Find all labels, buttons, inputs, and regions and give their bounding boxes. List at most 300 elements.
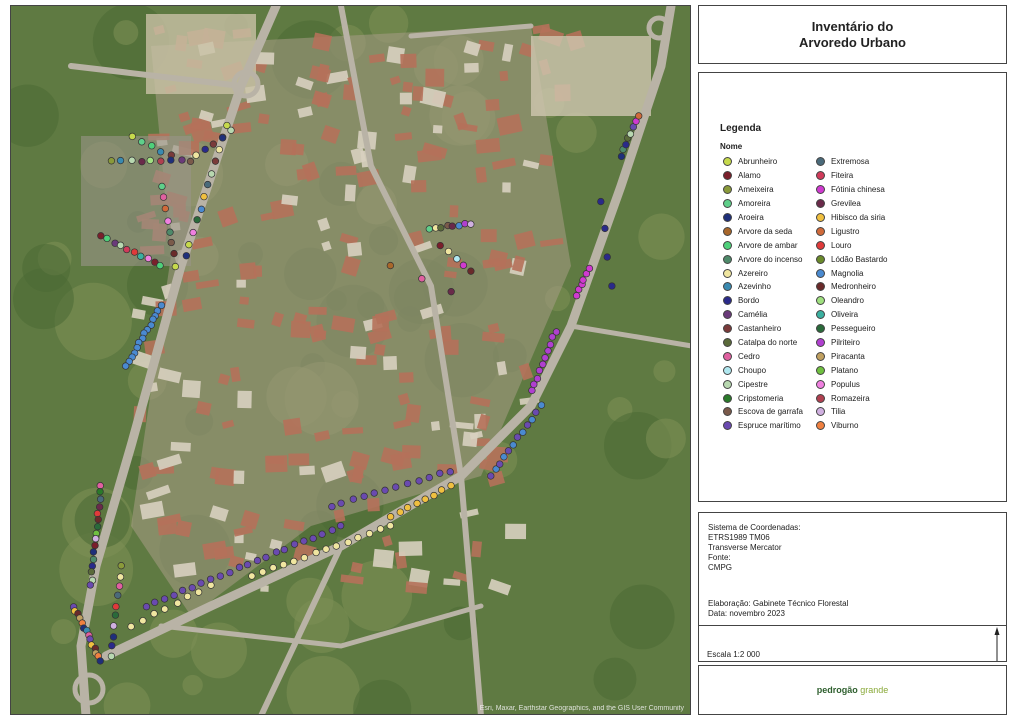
legend-item bbox=[816, 183, 888, 197]
legend-item bbox=[723, 211, 803, 225]
tree-marker bbox=[270, 564, 277, 571]
tree-marker bbox=[160, 194, 167, 201]
tree-marker bbox=[137, 253, 144, 260]
tree-marker bbox=[291, 558, 298, 565]
tree-marker bbox=[377, 526, 384, 533]
building-roof bbox=[281, 194, 298, 205]
tree-marker bbox=[609, 283, 616, 290]
tree-marker bbox=[337, 522, 344, 529]
tree-marker bbox=[167, 229, 174, 236]
building-roof bbox=[233, 471, 244, 485]
building-roof bbox=[280, 139, 297, 155]
tree-marker bbox=[280, 561, 287, 568]
tree-marker bbox=[208, 171, 215, 178]
tree-marker bbox=[108, 157, 115, 164]
legend-item bbox=[723, 308, 803, 322]
map-attribution: Esri, Maxar, Earthstar Geographics, and the GIS User Community bbox=[479, 705, 684, 712]
tree-marker bbox=[310, 535, 317, 542]
building-roof bbox=[367, 498, 380, 512]
projection: Transverse Mercator bbox=[708, 543, 782, 552]
legend-swatch-icon bbox=[723, 310, 732, 319]
tree-marker bbox=[419, 275, 426, 282]
vegetation-patch bbox=[646, 419, 686, 459]
tree-marker bbox=[313, 549, 320, 556]
tree-marker bbox=[202, 146, 209, 153]
legend-swatch-icon bbox=[723, 324, 732, 333]
tree-marker bbox=[110, 634, 117, 641]
legend-label: Pilriteiro bbox=[831, 338, 860, 348]
legend-item bbox=[723, 336, 803, 350]
legend-label: Cipestre bbox=[738, 379, 768, 389]
legend-swatch-icon bbox=[816, 171, 825, 180]
tree-marker bbox=[496, 461, 503, 468]
tree-marker bbox=[104, 235, 111, 242]
tree-marker bbox=[437, 242, 444, 249]
building-roof bbox=[505, 524, 526, 539]
legend-item bbox=[723, 349, 803, 363]
coord-system-label: Sistema de Coordenadas: bbox=[708, 523, 801, 532]
legend-title: Legenda bbox=[720, 123, 762, 134]
tree-marker bbox=[114, 592, 121, 599]
legend-swatch-icon bbox=[723, 282, 732, 291]
tree-marker bbox=[460, 262, 467, 269]
tree-marker bbox=[531, 381, 538, 388]
tree-marker bbox=[198, 580, 205, 587]
building-roof bbox=[342, 427, 363, 434]
tree-marker bbox=[487, 473, 494, 480]
legend-swatch-icon bbox=[816, 366, 825, 375]
map-canvas[interactable] bbox=[11, 6, 691, 715]
legend-label: Platano bbox=[831, 365, 859, 375]
legend-label: Oliveira bbox=[831, 310, 859, 320]
tree-marker bbox=[95, 516, 102, 523]
tree-marker bbox=[92, 542, 99, 549]
legend-item bbox=[816, 155, 888, 169]
legend-item bbox=[723, 280, 803, 294]
building-roof bbox=[450, 205, 459, 217]
legend-label: Camélia bbox=[738, 310, 768, 320]
tree-marker bbox=[329, 503, 336, 510]
legend-item bbox=[816, 377, 888, 391]
legend-item bbox=[723, 405, 803, 419]
legend-swatch-icon bbox=[723, 338, 732, 347]
building-roof bbox=[464, 63, 479, 73]
tree-marker bbox=[355, 534, 362, 541]
tree-marker bbox=[157, 148, 164, 155]
building-roof bbox=[383, 356, 397, 370]
legend-label: Escova de garrafa bbox=[738, 407, 803, 417]
tree-marker bbox=[151, 610, 158, 617]
legend-item bbox=[723, 363, 803, 377]
legend-item bbox=[816, 294, 888, 308]
legend-swatch-icon bbox=[723, 394, 732, 403]
legend-item bbox=[816, 308, 888, 322]
legend-swatch-icon bbox=[723, 421, 732, 430]
tree-marker bbox=[161, 606, 168, 613]
legend-swatch-icon bbox=[723, 269, 732, 278]
legend-label: Azevinho bbox=[738, 282, 771, 292]
legend-swatch-icon bbox=[723, 213, 732, 222]
tree-marker bbox=[259, 569, 266, 576]
north-arrow-icon bbox=[994, 627, 1000, 663]
legend-label: Choupo bbox=[738, 365, 767, 375]
tree-marker bbox=[189, 584, 196, 591]
tree-marker bbox=[510, 442, 517, 449]
building-roof bbox=[399, 541, 423, 556]
tree-marker bbox=[345, 539, 352, 546]
tree-marker bbox=[171, 592, 178, 599]
legend-swatch-icon bbox=[723, 227, 732, 236]
legend-label: Medronheiro bbox=[831, 282, 876, 292]
tree-marker bbox=[162, 205, 169, 212]
legend-swatch-icon bbox=[723, 199, 732, 208]
legend-swatch-icon bbox=[723, 241, 732, 250]
tree-marker bbox=[108, 653, 115, 660]
legend-label: Tilia bbox=[831, 407, 846, 417]
building-roof bbox=[288, 453, 309, 465]
tree-marker bbox=[117, 574, 124, 581]
legend-label: Ligustro bbox=[831, 226, 860, 236]
tree-marker bbox=[187, 158, 194, 165]
tree-marker bbox=[338, 500, 345, 507]
tree-marker bbox=[547, 341, 554, 348]
tree-marker bbox=[97, 496, 104, 503]
tree-marker bbox=[319, 531, 326, 538]
metadata-panel bbox=[698, 512, 1007, 662]
legend-item bbox=[816, 349, 888, 363]
tree-marker bbox=[90, 556, 97, 563]
tree-marker bbox=[190, 229, 197, 236]
tree-marker bbox=[533, 409, 540, 416]
tree-marker bbox=[138, 139, 145, 146]
building-roof bbox=[402, 445, 421, 458]
legend-swatch-icon bbox=[816, 269, 825, 278]
tree-marker bbox=[165, 218, 172, 225]
tree-marker bbox=[87, 582, 94, 589]
building-roof bbox=[254, 265, 262, 276]
legend-swatch-icon bbox=[816, 407, 825, 416]
legend-swatch-icon bbox=[723, 380, 732, 389]
building-roof bbox=[171, 442, 191, 452]
building-roof bbox=[502, 182, 510, 192]
legend-item bbox=[723, 183, 803, 197]
tree-marker bbox=[382, 487, 389, 494]
tree-marker bbox=[171, 250, 178, 257]
tree-marker bbox=[94, 510, 101, 517]
tree-marker bbox=[350, 496, 357, 503]
tree-marker bbox=[536, 367, 543, 374]
legend-label: Magnolia bbox=[831, 268, 864, 278]
tree-marker bbox=[635, 113, 642, 120]
tree-marker bbox=[140, 617, 147, 624]
tree-marker bbox=[329, 527, 336, 534]
tree-marker bbox=[404, 504, 411, 511]
tree-marker bbox=[172, 263, 179, 270]
tree-marker bbox=[150, 316, 157, 323]
legend-item bbox=[816, 280, 888, 294]
legend-swatch-icon bbox=[816, 338, 825, 347]
tree-marker bbox=[118, 562, 125, 569]
legend-swatch-icon bbox=[816, 227, 825, 236]
legend-item bbox=[816, 252, 888, 266]
tree-marker bbox=[501, 453, 508, 460]
tree-marker bbox=[117, 242, 124, 249]
tree-marker bbox=[97, 658, 104, 665]
legend-swatch-icon bbox=[816, 352, 825, 361]
tree-marker bbox=[524, 422, 531, 429]
legend-swatch-icon bbox=[816, 199, 825, 208]
building-roof bbox=[299, 466, 315, 476]
tree-marker bbox=[186, 241, 193, 248]
tree-marker bbox=[281, 546, 288, 553]
vegetation-patch bbox=[556, 112, 597, 153]
tree-marker bbox=[627, 131, 634, 138]
legend-item bbox=[723, 238, 803, 252]
building-roof bbox=[485, 99, 499, 111]
tree-marker bbox=[236, 564, 243, 571]
tree-marker bbox=[97, 488, 104, 495]
scale-text: Escala 1:2 000 bbox=[707, 650, 760, 659]
tree-marker bbox=[448, 482, 455, 489]
legend-label: Hibisco da siria bbox=[831, 213, 886, 222]
legend-item bbox=[816, 169, 888, 183]
tree-marker bbox=[580, 277, 587, 284]
tree-marker bbox=[96, 504, 103, 511]
legend-label: Viburno bbox=[831, 421, 859, 431]
building-roof bbox=[443, 578, 460, 585]
legend-item bbox=[723, 169, 803, 183]
tree-marker bbox=[598, 198, 605, 205]
legend-item bbox=[816, 211, 888, 225]
legend-item bbox=[816, 336, 888, 350]
legend-label: Azereiro bbox=[738, 268, 768, 278]
tree-marker bbox=[117, 157, 124, 164]
tree-marker bbox=[129, 157, 136, 164]
building-roof bbox=[475, 167, 487, 183]
tree-marker bbox=[301, 554, 308, 561]
legend-label: Oleandro bbox=[831, 296, 864, 306]
tree-marker bbox=[387, 522, 394, 529]
tree-marker bbox=[116, 583, 123, 590]
tree-marker bbox=[426, 226, 433, 233]
tree-marker bbox=[431, 492, 438, 499]
tree-marker bbox=[416, 478, 423, 485]
tree-marker bbox=[217, 573, 224, 580]
legend-item bbox=[723, 266, 803, 280]
tree-marker bbox=[438, 225, 445, 232]
tree-marker bbox=[195, 589, 202, 596]
legend-label: Catalpa do norte bbox=[738, 338, 798, 348]
building-roof bbox=[336, 166, 357, 176]
municipality-logo: pedrogão grande bbox=[816, 685, 889, 695]
tree-marker bbox=[505, 447, 512, 454]
legend-swatch-icon bbox=[816, 394, 825, 403]
tree-marker bbox=[148, 142, 155, 149]
tree-marker bbox=[438, 487, 445, 494]
building-roof bbox=[441, 326, 452, 342]
logo-panel bbox=[698, 665, 1007, 715]
tree-marker bbox=[110, 623, 117, 630]
legend-panel bbox=[698, 72, 1007, 502]
vegetation-patch bbox=[182, 675, 202, 695]
building-roof bbox=[471, 541, 482, 557]
legend-item bbox=[816, 405, 888, 419]
tree-marker bbox=[194, 216, 201, 223]
tree-marker bbox=[538, 402, 545, 409]
tree-marker bbox=[553, 329, 560, 336]
tree-marker bbox=[301, 538, 308, 545]
vegetation-patch bbox=[51, 619, 76, 644]
building-roof bbox=[462, 431, 478, 447]
building-roof bbox=[296, 168, 311, 180]
building-roof bbox=[236, 280, 245, 288]
tree-marker bbox=[224, 122, 231, 129]
building-roof bbox=[431, 421, 440, 431]
tree-marker bbox=[623, 141, 630, 148]
building-roof bbox=[399, 372, 414, 383]
tree-marker bbox=[545, 347, 552, 354]
tree-marker bbox=[113, 603, 120, 610]
tree-marker bbox=[468, 268, 475, 275]
map-frame[interactable] bbox=[10, 5, 691, 715]
legend-label: Grevilea bbox=[831, 199, 861, 209]
building-roof bbox=[182, 380, 201, 398]
title-panel bbox=[698, 5, 1007, 64]
tree-marker bbox=[227, 569, 234, 576]
legend-label: Amoreira bbox=[738, 199, 771, 209]
legend-label: Pessegueiro bbox=[831, 324, 876, 334]
tree-marker bbox=[88, 568, 95, 575]
tree-marker bbox=[404, 480, 411, 487]
tree-marker bbox=[158, 158, 165, 165]
source-label: Fonte: bbox=[708, 553, 731, 562]
building-roof bbox=[175, 520, 192, 537]
tree-marker bbox=[436, 470, 443, 477]
tree-marker bbox=[273, 549, 280, 556]
tree-marker bbox=[529, 387, 536, 394]
legend-column-1 bbox=[723, 155, 803, 433]
building-roof bbox=[400, 93, 412, 105]
legend-label: Castanheiro bbox=[738, 324, 782, 334]
vegetation-patch bbox=[610, 584, 675, 649]
legend-label: Abrunheiro bbox=[738, 157, 778, 167]
legend-label: Extremosa bbox=[831, 157, 870, 167]
tree-marker bbox=[534, 375, 541, 382]
building-roof bbox=[191, 118, 202, 130]
tree-marker bbox=[333, 543, 340, 550]
tree-marker bbox=[92, 535, 99, 542]
tree-marker bbox=[168, 157, 175, 164]
legend-item bbox=[723, 155, 803, 169]
legend-swatch-icon bbox=[723, 255, 732, 264]
building-roof bbox=[373, 549, 395, 569]
tree-marker bbox=[542, 354, 549, 361]
tree-marker bbox=[422, 496, 429, 503]
vegetation-patch bbox=[593, 658, 636, 701]
legend-label: Bordo bbox=[738, 296, 760, 306]
legend-label: Aroeira bbox=[738, 213, 764, 222]
tree-marker bbox=[212, 158, 219, 165]
building-roof bbox=[433, 125, 443, 133]
tree-marker bbox=[151, 599, 158, 606]
legend-label: Fótinia chinesa bbox=[831, 185, 885, 195]
tree-marker bbox=[392, 484, 399, 491]
tree-marker bbox=[263, 554, 270, 561]
building-roof bbox=[481, 229, 497, 242]
tree-marker bbox=[90, 549, 97, 556]
legend-item bbox=[723, 322, 803, 336]
tree-marker bbox=[112, 612, 119, 619]
tree-marker bbox=[414, 500, 421, 507]
building-roof bbox=[258, 113, 270, 124]
legend-swatch-icon bbox=[816, 157, 825, 166]
building-roof bbox=[374, 344, 386, 356]
building-roof bbox=[400, 54, 416, 69]
building-roof bbox=[402, 82, 412, 93]
legend-label: Romazeira bbox=[831, 393, 870, 403]
legend-column-2 bbox=[816, 155, 888, 433]
tree-marker bbox=[254, 557, 261, 564]
tree-marker bbox=[371, 490, 378, 497]
legend-swatch-icon bbox=[723, 352, 732, 361]
tree-marker bbox=[449, 223, 456, 230]
tree-marker bbox=[201, 193, 208, 200]
tree-marker bbox=[514, 434, 521, 441]
vegetation-patch bbox=[653, 360, 675, 382]
tree-marker bbox=[244, 561, 251, 568]
vegetation-patch bbox=[113, 20, 138, 45]
tree-marker bbox=[131, 249, 138, 256]
legend-label: Fiteira bbox=[831, 171, 854, 181]
tree-marker bbox=[447, 469, 454, 476]
tree-marker bbox=[143, 603, 150, 610]
tree-marker bbox=[387, 513, 394, 520]
legend-label: Louro bbox=[831, 240, 852, 250]
tree-marker bbox=[204, 181, 211, 188]
legend-item bbox=[723, 294, 803, 308]
legend-field: Nome bbox=[720, 142, 743, 151]
tree-marker bbox=[426, 474, 433, 481]
tree-marker bbox=[219, 135, 226, 142]
legend-item bbox=[816, 224, 888, 238]
building-roof bbox=[283, 418, 302, 436]
tree-marker bbox=[618, 153, 625, 160]
legend-item bbox=[723, 419, 803, 433]
building-roof bbox=[308, 307, 326, 315]
legend-label: Arvore da seda bbox=[738, 226, 793, 236]
legend-label: Ameixeira bbox=[738, 185, 774, 195]
tree-marker bbox=[208, 582, 215, 589]
legend-label: Alamo bbox=[738, 171, 761, 181]
tree-marker bbox=[361, 493, 368, 500]
tree-marker bbox=[193, 152, 200, 159]
legend-swatch-icon bbox=[816, 255, 825, 264]
building-roof bbox=[425, 69, 444, 87]
tree-marker bbox=[520, 429, 527, 436]
tree-marker bbox=[249, 573, 256, 580]
legend-item bbox=[816, 238, 888, 252]
legend-swatch-icon bbox=[816, 241, 825, 250]
tree-marker bbox=[366, 530, 373, 537]
legend-label: Populus bbox=[831, 379, 860, 389]
legend-label: Arvore do incenso bbox=[738, 254, 803, 264]
legend-item bbox=[816, 266, 888, 280]
source-value: CMPG bbox=[708, 563, 732, 572]
legend-label: Piracanta bbox=[831, 351, 865, 361]
tree-marker bbox=[387, 262, 394, 269]
tree-marker bbox=[604, 254, 611, 261]
tree-marker bbox=[210, 141, 217, 148]
